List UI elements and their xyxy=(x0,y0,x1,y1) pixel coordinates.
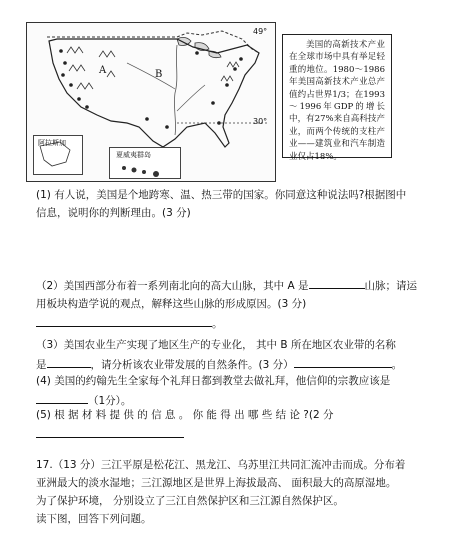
answer-blank-5[interactable] xyxy=(36,424,184,438)
answer-blank-3b[interactable] xyxy=(294,354,392,368)
map-label-b: B xyxy=(155,69,163,80)
question-5 xyxy=(36,406,333,444)
question-2 xyxy=(36,275,417,333)
question-17-line-2: 亚洲最大的淡水湿地；三江源地区是世界上海拔最高、 面积最大的高原湿地。 xyxy=(36,477,397,489)
answer-blank-2a[interactable] xyxy=(309,275,365,289)
answer-blank-4[interactable] xyxy=(36,390,88,404)
question-17-line-1: 17.（13 分）三江平原是松花江、黑龙江、乌苏里江共同汇流冲击而成。分布着 xyxy=(36,459,406,471)
question-4-line-2: （1分）。 xyxy=(36,390,390,410)
question-17-line-3: 为了保护环境， 分别设立了三江自然保护区和三江源自然保护区。 xyxy=(36,495,344,507)
question-1-line-1: (1) 有人说，美国是个地跨寒、温、热三带的国家。你同意这种说法吗?根据图中 xyxy=(36,189,407,201)
hawaii-label: 夏威夷群岛 xyxy=(116,151,151,159)
latitude-49-label: 49° xyxy=(253,27,268,36)
question-17-line-4: 读下图，回答下列问题。 xyxy=(36,513,152,525)
question-4-line-1: (4) 美国的约翰先生全家每个礼拜日都到教堂去做礼拜，他信仰的宗教应该是 xyxy=(36,375,391,387)
answer-blank-3a[interactable] xyxy=(47,354,91,368)
answer-blank-2b[interactable] xyxy=(36,313,212,327)
question-3 xyxy=(36,336,402,374)
material-textbox: 美国的高新技术产业在全球市场中具有举足轻重的地位。1980～1986年美国高新技术产业总产值约占世界1/3；在1993～1996年GDP的增长中，有27%来自高科技产业，而两个传统的支柱产业——建筑业和汽车制造业仅占18%。 xyxy=(282,34,392,158)
question-1 xyxy=(36,186,451,222)
alaska-inset xyxy=(33,135,83,175)
question-2-line-1: （2）美国西部分布着一系列南北向的高大山脉，其中 A 是 山脉；请运 xyxy=(36,275,417,295)
question-4 xyxy=(36,372,390,410)
question-17 xyxy=(36,456,405,528)
latitude-30-label: 30° xyxy=(253,117,268,126)
alaska-label: 阿拉斯加 xyxy=(38,139,66,147)
question-3-line-2: 是 ，请分析该农业带发展的自然条件。(3 分） 。 xyxy=(36,354,402,374)
question-5-line-2 xyxy=(36,424,333,444)
question-2-line-3: 。 xyxy=(36,313,417,333)
question-5-line-1: (5) 根 据 材 料 提 供 的 信 息 。 你 能 得 出 哪 些 结 论 ?(2 分 xyxy=(36,409,334,421)
question-3-line-1: （3）美国农业生产实现了地区生产的专业化， 其中 B 所在地区农业带的名称 xyxy=(36,339,396,351)
usa-map xyxy=(26,22,276,182)
question-2-line-2: 用板块构造学说的观点，解释这些山脉的形成原因。(3 分) xyxy=(36,298,307,310)
hawaii-inset xyxy=(109,147,181,179)
map-label-a: A xyxy=(99,65,107,76)
question-1-line-2: 信息，说明你的判断理由。(3 分) xyxy=(36,207,191,219)
